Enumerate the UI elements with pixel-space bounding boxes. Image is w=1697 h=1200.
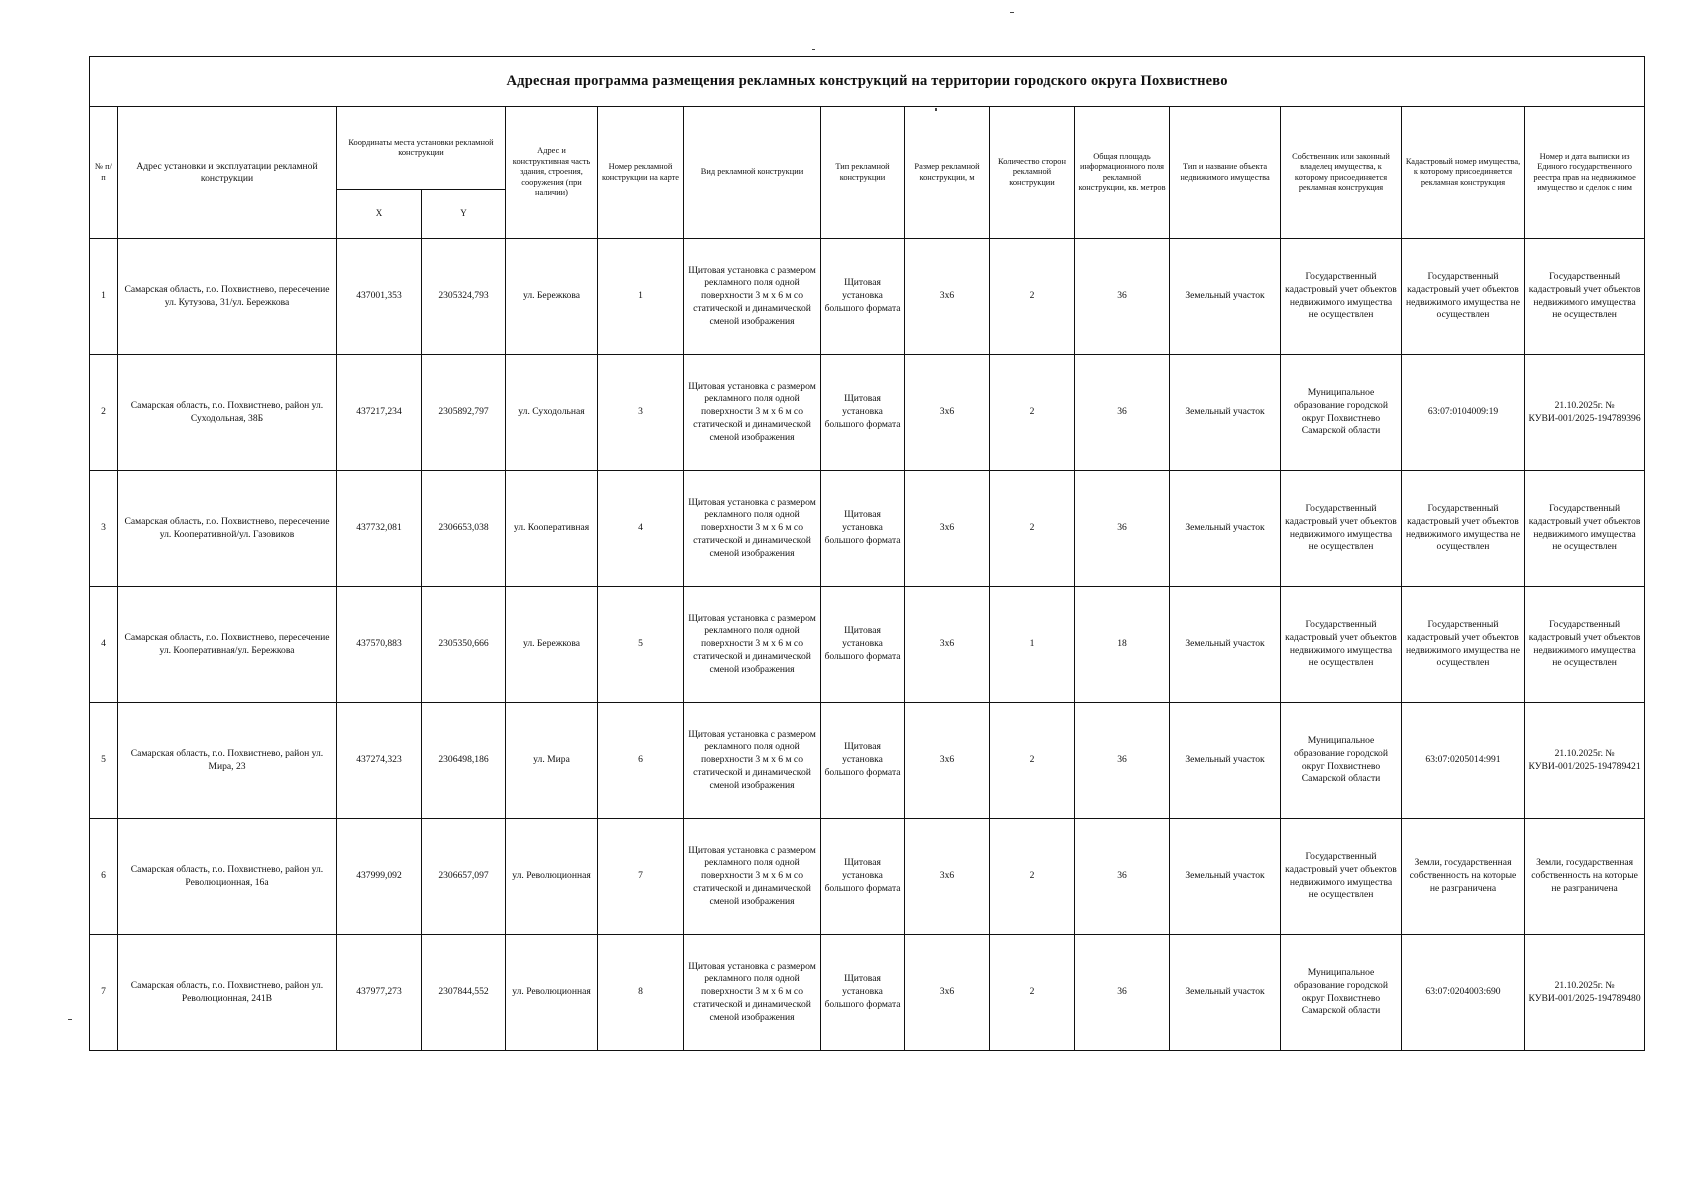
cell-object: Земельный участок <box>1170 471 1281 587</box>
cell-size: 3х6 <box>905 471 990 587</box>
cell-sides: 2 <box>990 239 1075 355</box>
cell-object: Земельный участок <box>1170 703 1281 819</box>
cell-x: 437274,323 <box>337 703 422 819</box>
cell-num: 2 <box>90 355 118 471</box>
cell-cadastral: 63:07:0204003:690 <box>1402 935 1525 1051</box>
cell-map-number: 6 <box>598 703 684 819</box>
cell-type: Щитовая установка большого формата <box>821 239 905 355</box>
table-row <box>90 703 1645 819</box>
cell-building: ул. Бережкова <box>506 587 598 703</box>
cell-area: 18 <box>1075 587 1170 703</box>
header-address: Адрес установки и эксплуатации рекламной конструкции <box>118 107 337 239</box>
cell-type: Щитовая установка большого формата <box>821 935 905 1051</box>
header-object: Тип и название объекта недвижимого имущества <box>1170 107 1281 239</box>
header-kind: Вид рекламной конструкции <box>684 107 821 239</box>
cell-extract: 21.10.2025г. № КУВИ-001/2025-194789396 <box>1525 355 1645 471</box>
cell-sides: 2 <box>990 935 1075 1051</box>
header-y: Y <box>422 190 506 239</box>
cell-area: 36 <box>1075 239 1170 355</box>
cell-x: 437977,273 <box>337 935 422 1051</box>
cell-extract: Земли, государственная собственность на которые не разграничена <box>1525 819 1645 935</box>
cell-area: 36 <box>1075 819 1170 935</box>
cell-extract: 21.10.2025г. № КУВИ-001/2025-194789480 <box>1525 935 1645 1051</box>
cell-sides: 2 <box>990 355 1075 471</box>
scan-speck <box>68 1019 72 1020</box>
cell-extract: Государственный кадастровый учет объектов недвижимого имущества не осуществлен <box>1525 471 1645 587</box>
cell-address: Самарская область, г.о. Похвистнево, район ул. Мира, 23 <box>118 703 337 819</box>
cell-kind: Щитовая установка с размером рекламного поля одной поверхности 3 м х 6 м со статической и динамической сменой изображения <box>684 703 821 819</box>
cell-y: 2305892,797 <box>422 355 506 471</box>
cell-cadastral: Государственный кадастровый учет объектов недвижимого имущества не осуществлен <box>1402 239 1525 355</box>
cell-map-number: 8 <box>598 935 684 1051</box>
cell-map-number: 7 <box>598 819 684 935</box>
cell-x: 437570,883 <box>337 587 422 703</box>
table-row <box>90 471 1645 587</box>
header-size: Размер рекламной конструкции, м <box>905 107 990 239</box>
cell-type: Щитовая установка большого формата <box>821 587 905 703</box>
header-x: X <box>337 190 422 239</box>
scan-speck <box>812 49 815 50</box>
cell-owner: Муниципальное образование городской округ Похвистнево Самарской области <box>1281 935 1402 1051</box>
table-row <box>90 935 1645 1051</box>
header-sides: Количество сторон рекламной конструкции <box>990 107 1075 239</box>
cell-size: 3х6 <box>905 355 990 471</box>
cell-y: 2305350,666 <box>422 587 506 703</box>
cell-area: 36 <box>1075 935 1170 1051</box>
cell-address: Самарская область, г.о. Похвистнево, район ул. Революционная, 16а <box>118 819 337 935</box>
cell-map-number: 5 <box>598 587 684 703</box>
cell-size: 3х6 <box>905 587 990 703</box>
document-sheet <box>89 56 1639 1051</box>
cell-owner: Муниципальное образование городской округ Похвистнево Самарской области <box>1281 703 1402 819</box>
header-num: № п/п <box>90 107 118 239</box>
cell-building: ул. Бережкова <box>506 239 598 355</box>
cell-x: 437217,234 <box>337 355 422 471</box>
cell-kind: Щитовая установка с размером рекламного поля одной поверхности 3 м х 6 м со статической и динамической сменой изображения <box>684 239 821 355</box>
cell-owner: Муниципальное образование городской округ Похвистнево Самарской области <box>1281 355 1402 471</box>
table-row <box>90 819 1645 935</box>
cell-num: 4 <box>90 587 118 703</box>
cell-extract: Государственный кадастровый учет объектов недвижимого имущества не осуществлен <box>1525 587 1645 703</box>
cell-num: 1 <box>90 239 118 355</box>
cell-address: Самарская область, г.о. Похвистнево, район ул. Революционная, 241В <box>118 935 337 1051</box>
cell-owner: Государственный кадастровый учет объектов недвижимого имущества не осуществлен <box>1281 819 1402 935</box>
header-coords: Координаты места установки рекламной конструкции <box>337 107 506 190</box>
table-row <box>90 239 1645 355</box>
cell-x: 437732,081 <box>337 471 422 587</box>
cell-map-number: 3 <box>598 355 684 471</box>
scan-speck <box>1010 12 1014 13</box>
cell-kind: Щитовая установка с размером рекламного поля одной поверхности 3 м х 6 м со статической и динамической сменой изображения <box>684 935 821 1051</box>
header-map-number: Номер рекламной конструкции на карте <box>598 107 684 239</box>
cell-cadastral: 63:07:0205014:991 <box>1402 703 1525 819</box>
cell-type: Щитовая установка большого формата <box>821 703 905 819</box>
header-area: Общая площадь информационного поля рекламной конструкции, кв. метров <box>1075 107 1170 239</box>
header-building: Адрес и конструктивная часть здания, строения, сооружения (при наличии) <box>506 107 598 239</box>
cell-building: ул. Революционная <box>506 935 598 1051</box>
header-extract: Номер и дата выписки из Единого государственного реестра прав на недвижимое имущество и сделок с ним <box>1525 107 1645 239</box>
cell-x: 437999,092 <box>337 819 422 935</box>
header-type: Тип рекламной конструкции <box>821 107 905 239</box>
cell-y: 2306498,186 <box>422 703 506 819</box>
cell-size: 3х6 <box>905 935 990 1051</box>
cell-kind: Щитовая установка с размером рекламного поля одной поверхности 3 м х 6 м со статической и динамической сменой изображения <box>684 471 821 587</box>
cell-num: 3 <box>90 471 118 587</box>
cell-sides: 2 <box>990 703 1075 819</box>
cell-owner: Государственный кадастровый учет объектов недвижимого имущества не осуществлен <box>1281 587 1402 703</box>
cell-y: 2306653,038 <box>422 471 506 587</box>
cell-kind: Щитовая установка с размером рекламного поля одной поверхности 3 м х 6 м со статической и динамической сменой изображения <box>684 587 821 703</box>
cell-address: Самарская область, г.о. Похвистнево, пересечение ул. Кооперативной/ул. Газовиков <box>118 471 337 587</box>
cell-size: 3х6 <box>905 239 990 355</box>
header-owner: Собственник или законный владелец имущества, к которому присоединяется рекламная конструкция <box>1281 107 1402 239</box>
cell-address: Самарская область, г.о. Похвистнево, пересечение ул. Кооперативная/ул. Бережкова <box>118 587 337 703</box>
table-row <box>90 587 1645 703</box>
cell-kind: Щитовая установка с размером рекламного поля одной поверхности 3 м х 6 м со статической и динамической сменой изображения <box>684 819 821 935</box>
cell-sides: 2 <box>990 819 1075 935</box>
cell-object: Земельный участок <box>1170 819 1281 935</box>
cell-type: Щитовая установка большого формата <box>821 355 905 471</box>
cell-size: 3х6 <box>905 819 990 935</box>
cell-building: ул. Мира <box>506 703 598 819</box>
cell-area: 36 <box>1075 471 1170 587</box>
cell-map-number: 4 <box>598 471 684 587</box>
cell-area: 36 <box>1075 355 1170 471</box>
cell-extract: Государственный кадастровый учет объектов недвижимого имущества не осуществлен <box>1525 239 1645 355</box>
cell-building: ул. Революционная <box>506 819 598 935</box>
cell-address: Самарская область, г.о. Похвистнево, район ул. Суходольная, 38Б <box>118 355 337 471</box>
cell-extract: 21.10.2025г. № КУВИ-001/2025-194789421 <box>1525 703 1645 819</box>
document-title: Адресная программа размещения рекламных конструкций на территории городского округа Похвистнево <box>90 57 1645 107</box>
cell-cadastral: Государственный кадастровый учет объектов недвижимого имущества не осуществлен <box>1402 471 1525 587</box>
cell-cadastral: 63:07:0104009:19 <box>1402 355 1525 471</box>
cell-area: 36 <box>1075 703 1170 819</box>
cell-y: 2307844,552 <box>422 935 506 1051</box>
cell-num: 7 <box>90 935 118 1051</box>
table-row <box>90 355 1645 471</box>
cell-map-number: 1 <box>598 239 684 355</box>
cell-type: Щитовая установка большого формата <box>821 819 905 935</box>
cell-sides: 1 <box>990 587 1075 703</box>
cell-cadastral: Государственный кадастровый учет объектов недвижимого имущества не осуществлен <box>1402 587 1525 703</box>
cell-size: 3х6 <box>905 703 990 819</box>
cell-num: 6 <box>90 819 118 935</box>
cell-y: 2306657,097 <box>422 819 506 935</box>
cell-address: Самарская область, г.о. Похвистнево, пересечение ул. Кутузова, 31/ул. Бережкова <box>118 239 337 355</box>
cell-x: 437001,353 <box>337 239 422 355</box>
header-cadastral: Кадастровый номер имущества, к которому присоединяется рекламная конструкция <box>1402 107 1525 239</box>
cell-owner: Государственный кадастровый учет объектов недвижимого имущества не осуществлен <box>1281 239 1402 355</box>
cell-type: Щитовая установка большого формата <box>821 471 905 587</box>
address-program-table <box>89 56 1645 1051</box>
cell-object: Земельный участок <box>1170 587 1281 703</box>
cell-owner: Государственный кадастровый учет объектов недвижимого имущества не осуществлен <box>1281 471 1402 587</box>
cell-num: 5 <box>90 703 118 819</box>
cell-building: ул. Суходольная <box>506 355 598 471</box>
cell-building: ул. Кооперативная <box>506 471 598 587</box>
cell-object: Земельный участок <box>1170 355 1281 471</box>
cell-object: Земельный участок <box>1170 935 1281 1051</box>
cell-cadastral: Земли, государственная собственность на которые не разграничена <box>1402 819 1525 935</box>
cell-kind: Щитовая установка с размером рекламного поля одной поверхности 3 м х 6 м со статической и динамической сменой изображения <box>684 355 821 471</box>
cell-object: Земельный участок <box>1170 239 1281 355</box>
cell-y: 2305324,793 <box>422 239 506 355</box>
cell-sides: 2 <box>990 471 1075 587</box>
